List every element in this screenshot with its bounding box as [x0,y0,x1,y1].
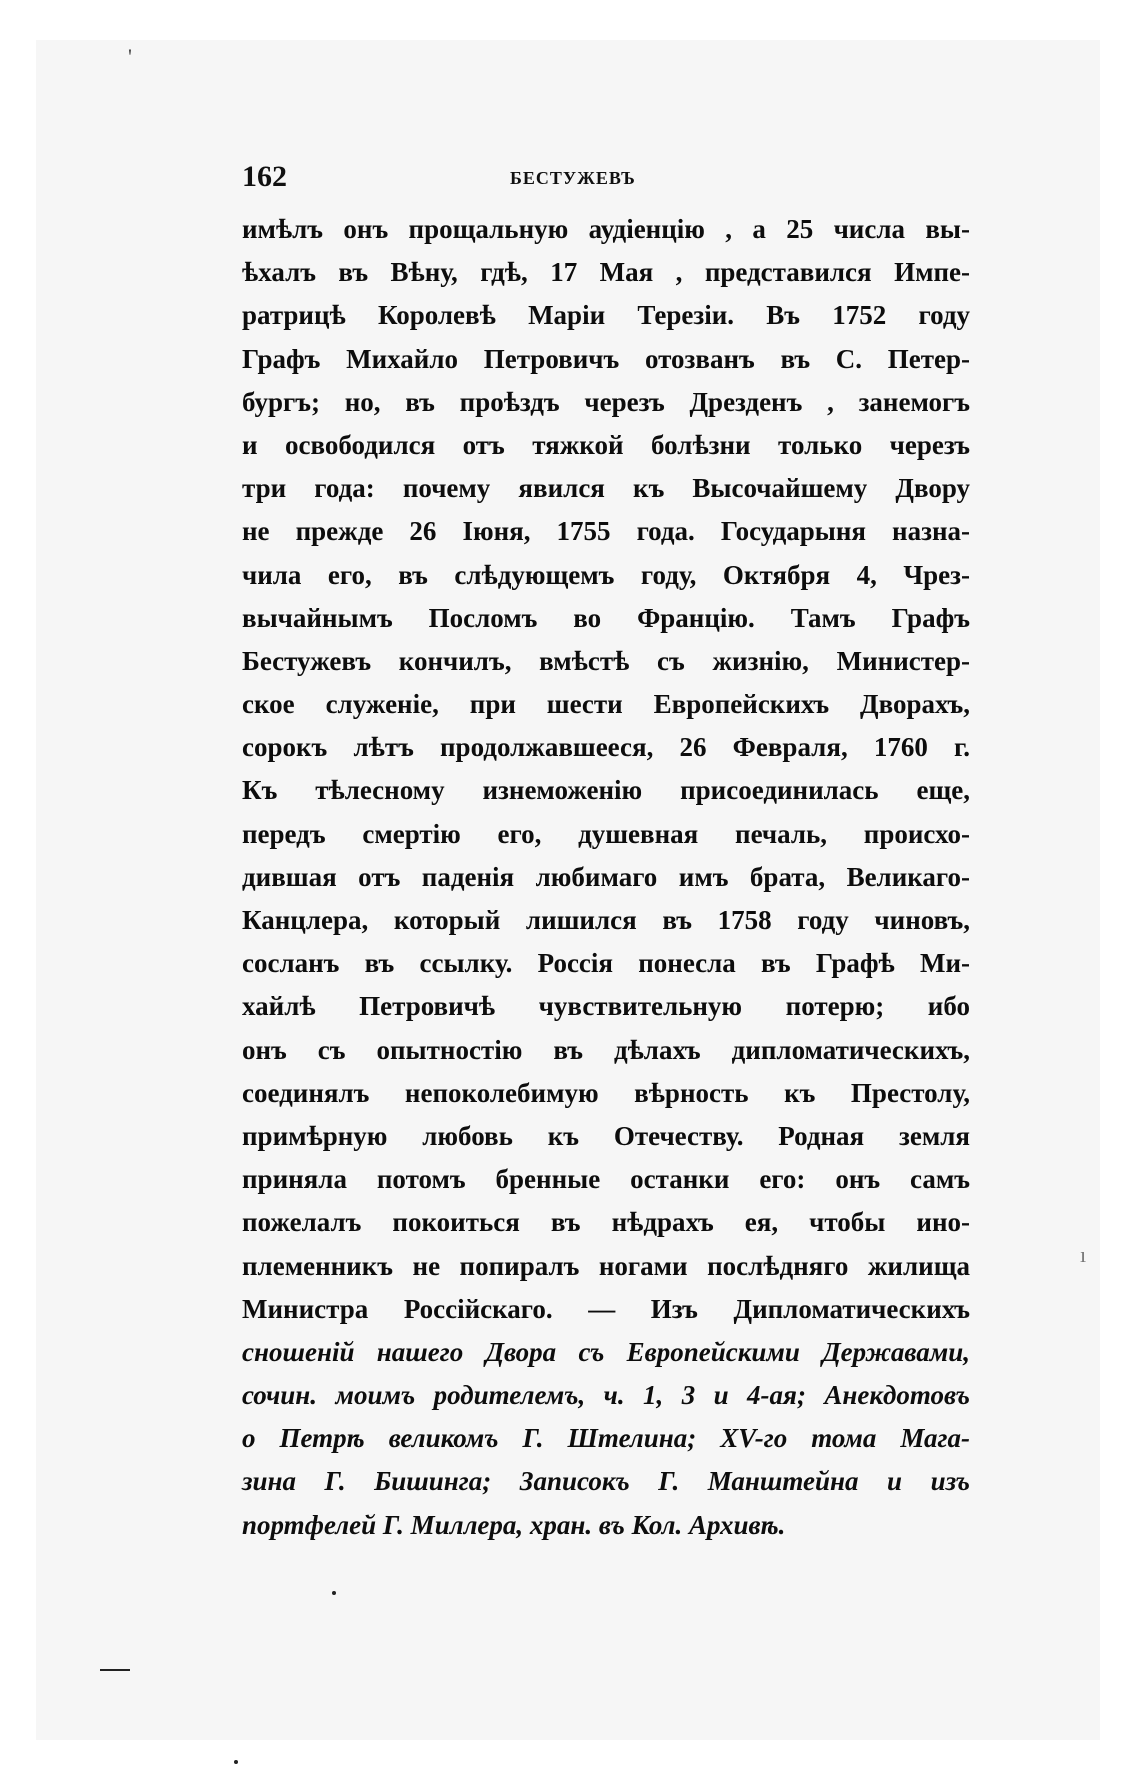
page-number: 162 [242,160,287,193]
text-line: бургъ; но, въ проѣздъ черезъ Дрезденъ , занемогъ [242,386,970,417]
source-line: зина Г. Бишинга; Записокъ Г. Манштейна и изъ [242,1466,970,1497]
stray-dot [332,1591,336,1595]
running-head: БЕСТУЖЕВЪ [510,168,636,188]
text-line: онъ съ опытностію въ дѣлахъ дипломатическихъ, [242,1034,970,1065]
text-line: Къ тѣлесному изнеможенію присоединилась еще, [242,775,970,806]
stray-mark-top: ' [128,44,132,69]
text-line: сорокъ лѣтъ продолжавшееся, 26 Февраля, 1760 г. [242,732,970,763]
text-line: приняла потомъ бренные останки его: онъ самъ [242,1164,970,1195]
text-line: соединялъ непоколебимую вѣрность къ Престолу, [242,1077,970,1108]
source-line: сочин. моимъ родителемъ, ч. 1, 3 и 4-ая; Анекдотовъ [242,1380,970,1411]
stray-dash [100,1669,130,1671]
text-line: Канцлера, который лишился въ 1758 году чиновъ, [242,905,970,935]
text-line: Бестужевъ кончилъ, вмѣстѣ съ жизнію, Министер- [242,645,970,676]
text-line: ѣхалъ въ Вѣну, гдѣ, 17 Мая , представился Импе- [242,257,970,288]
text-line: племенникъ не попиралъ ногами послѣдняго жилища [242,1250,970,1281]
body-text [242,208,970,1547]
text-line: Графъ Михайло Петровичъ отозванъ въ С. Петер- [242,343,970,374]
source-line: сношеній нашего Двора съ Европейскими Державами, [242,1336,970,1367]
source-line: о Петрѣ великомъ Г. Штелина; XV-го тома Мага- [242,1423,970,1454]
text-line: не прежде 26 Іюня, 1755 года. Государыня назна- [242,516,970,547]
text-line: имѣлъ онъ прощальную аудіенцію , а 25 числа вы- [242,214,970,244]
text-line: и освободился отъ тяжкой болѣзни только черезъ [242,429,970,460]
text-line: сосланъ въ ссылку. Россія понесла въ Графѣ Ми- [242,948,970,979]
text-line: Министра Россійскаго. — Изъ Дипломатическихъ [242,1293,970,1324]
page-header [242,160,970,200]
stray-dot [234,1760,238,1764]
text-line: примѣрную любовь къ Отечеству. Родная земля [242,1120,970,1151]
text-line: чила его, въ слѣдующемъ году, Октября 4, Чрез- [242,559,970,590]
text-line: ратрицѣ Королевѣ Маріи Терезіи. Въ 1752 году [242,300,970,331]
source-line: портфелей Г. Миллера, хран. въ Кол. Архивѣ. [242,1509,786,1540]
text-line: три года: почему явился къ Высочайшему Двору [242,473,970,504]
stray-mark-right: ı [1080,1242,1087,1267]
text-line: пожелалъ покоиться въ нѣдрахъ ея, чтобы ино- [242,1207,970,1238]
text-line: передъ смертію его, душевная печаль, происхо- [242,818,970,849]
text-line: вычайнымъ Посломъ во Францію. Тамъ Графъ [242,602,970,633]
text-line: дившая отъ паденія любимаго имъ брата, Великаго- [242,861,970,892]
text-line: ское служеніе, при шести Европейскихъ Дворахъ, [242,689,970,720]
text-line: хайлѣ Петровичѣ чувствительную потерю; ибо [242,991,970,1022]
